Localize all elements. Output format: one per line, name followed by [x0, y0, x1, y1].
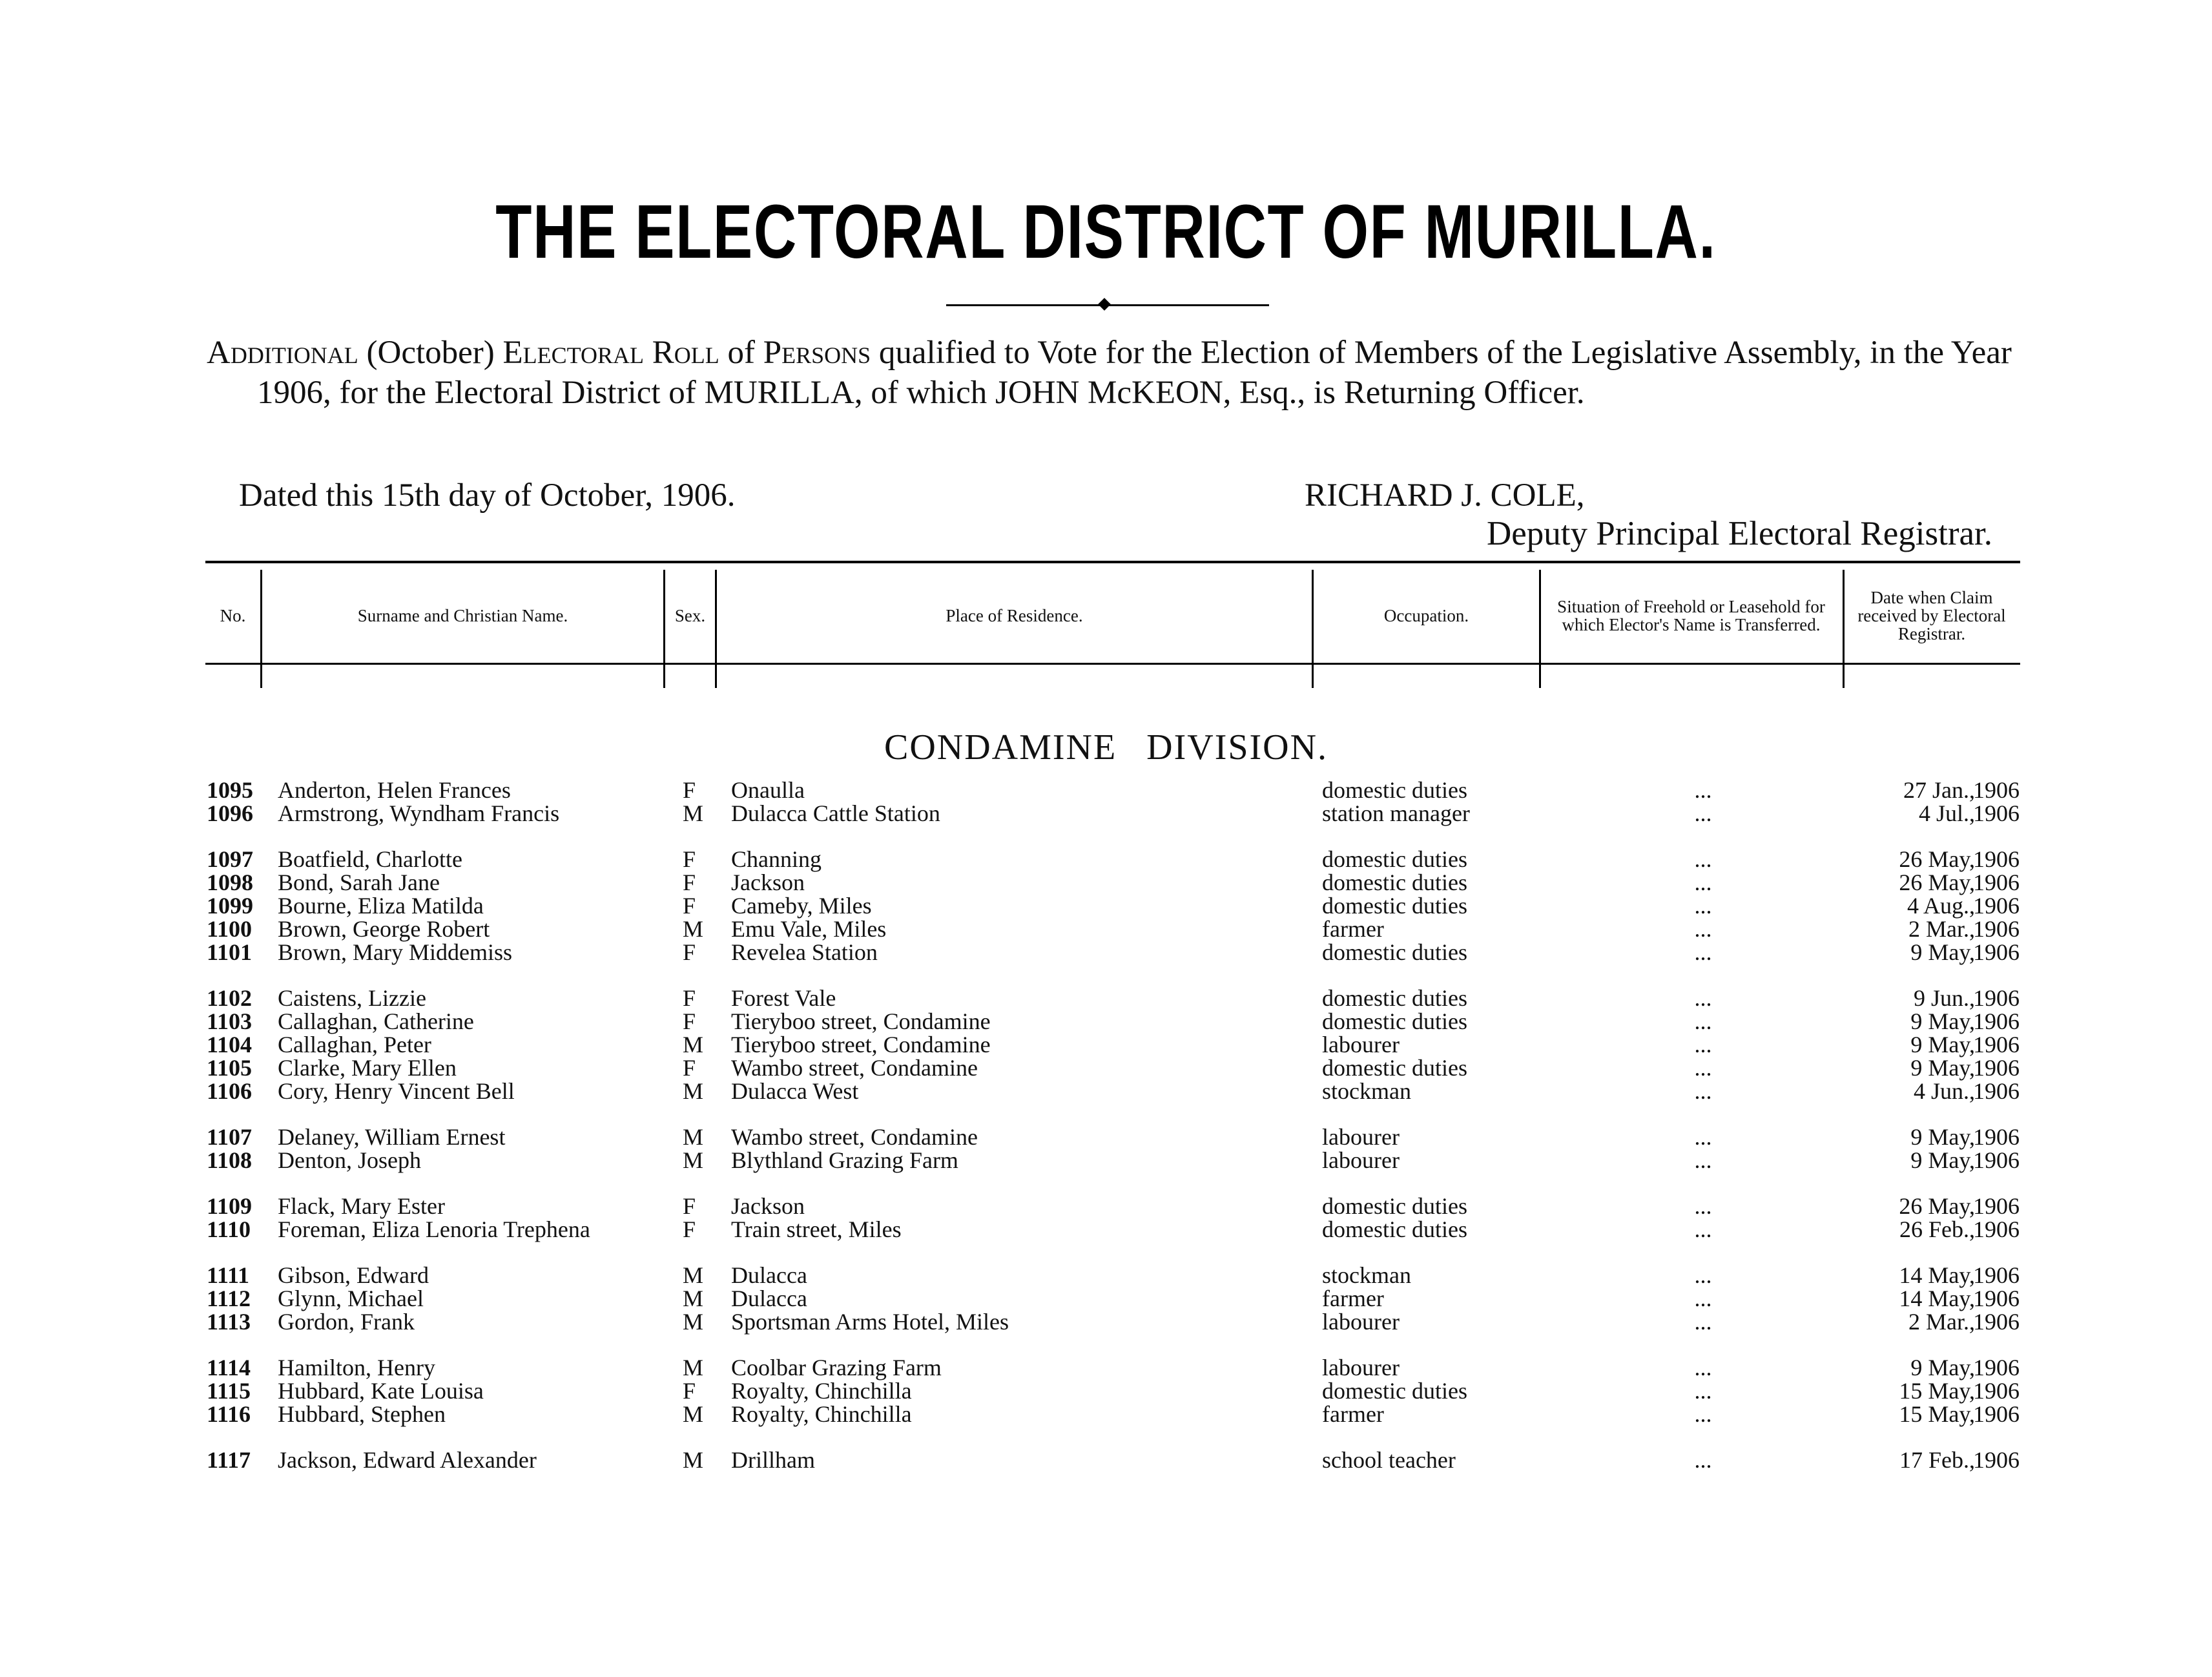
dated-line: Dated this 15th day of October, 1906. [239, 477, 736, 514]
entry-date-received: 15 May, [1899, 1378, 1975, 1404]
entry-date-received: 2 Mar., [1908, 1309, 1975, 1335]
entry-occupation: labourer [1322, 1355, 1400, 1380]
entry-year: 1906 [1973, 893, 2020, 919]
entry-residence: Jackson [731, 1193, 805, 1219]
entry-occupation: labourer [1322, 1147, 1400, 1173]
entry-year: 1906 [1973, 870, 2020, 895]
entry-year: 1906 [1973, 1078, 2020, 1104]
entry-number: 1111 [207, 1262, 250, 1288]
entry-year: 1906 [1973, 1032, 2020, 1057]
entry-residence: Train street, Miles [731, 1216, 902, 1242]
table-row [0, 1010, 2212, 1033]
entry-name: Gibson, Edward [278, 1262, 429, 1288]
entry-situation: ... [1694, 985, 1712, 1011]
entry-sex: F [683, 1055, 696, 1081]
entry-date-received: 26 Feb., [1899, 1216, 1975, 1242]
entry-name: Hubbard, Kate Louisa [278, 1378, 484, 1404]
entry-number: 1095 [207, 777, 253, 803]
entry-occupation: farmer [1322, 916, 1384, 942]
entry-name: Cory, Henry Vincent Bell [278, 1078, 515, 1104]
entry-name: Jackson, Edward Alexander [278, 1447, 537, 1473]
entry-sex: F [683, 1193, 696, 1219]
entry-number: 1114 [207, 1355, 251, 1380]
entry-situation: ... [1694, 1262, 1712, 1288]
entry-name: Callaghan, Catherine [278, 1008, 474, 1034]
table-row [0, 894, 2212, 917]
entry-name: Anderton, Helen Frances [278, 777, 511, 803]
entry-situation: ... [1694, 1216, 1712, 1242]
entry-year: 1906 [1973, 777, 2020, 803]
entry-number: 1113 [207, 1309, 251, 1335]
entry-date-received: 15 May, [1899, 1401, 1975, 1427]
entry-name: Hamilton, Henry [278, 1355, 435, 1380]
entry-occupation: stockman [1322, 1078, 1411, 1104]
entry-year: 1906 [1973, 1216, 2020, 1242]
entry-number: 1117 [207, 1447, 251, 1473]
entry-number: 1101 [207, 939, 253, 965]
entry-name: Brown, Mary Middemiss [278, 939, 512, 965]
entry-date-received: 26 May, [1899, 1193, 1975, 1219]
entry-occupation: labourer [1322, 1124, 1400, 1150]
table-header-rule [205, 663, 2020, 665]
entry-residence: Cameby, Miles [731, 893, 872, 919]
entry-year: 1906 [1973, 1193, 2020, 1219]
entry-sex: M [683, 1262, 704, 1288]
entry-residence: Tieryboo street, Condamine [731, 1008, 991, 1034]
entry-sex: F [683, 893, 696, 919]
entry-number: 1105 [207, 1055, 253, 1081]
entry-number: 1099 [207, 893, 253, 919]
table-row [0, 1448, 2212, 1472]
entry-name: Delaney, William Ernest [278, 1124, 506, 1150]
entry-situation: ... [1694, 800, 1712, 826]
signer-name: RICHARD J. COLE, [1305, 477, 1585, 514]
preamble-part-8: qualified to Vote for the Election of Members of the Legislative Assembly, in the Year 1906, for the Electoral District of MURILLA, of which JOHN McKEON, Esq., is Returning Officer. [257, 335, 2012, 411]
entry-year: 1906 [1973, 1286, 2020, 1311]
entry-sex: F [683, 1008, 696, 1034]
entry-date-received: 4 Jun., [1913, 1078, 1975, 1104]
entry-sex: F [683, 846, 696, 872]
signer-title: Deputy Principal Electoral Registrar. [1487, 515, 1992, 552]
entry-year: 1906 [1973, 1124, 2020, 1150]
entry-date-received: 27 Jan., [1903, 777, 1975, 803]
table-row [0, 1149, 2212, 1172]
header-date-received: Date when Claim received by Electoral Registrar. [1857, 587, 2006, 643]
entry-occupation: station manager [1322, 800, 1470, 826]
entry-residence: Blythland Grazing Farm [731, 1147, 958, 1173]
entry-year: 1906 [1973, 1378, 2020, 1404]
entry-residence: Emu Vale, Miles [731, 916, 887, 942]
entry-number: 1112 [207, 1286, 251, 1311]
entry-year: 1906 [1973, 1309, 2020, 1335]
entry-year: 1906 [1973, 1262, 2020, 1288]
column-divider [1539, 570, 1541, 688]
table-row [0, 1033, 2212, 1056]
entry-date-received: 9 Jun., [1913, 985, 1975, 1011]
entry-sex: M [683, 1078, 704, 1104]
entry-number: 1107 [207, 1124, 253, 1150]
entry-residence: Wambo street, Condamine [731, 1055, 978, 1081]
table-row [0, 1356, 2212, 1379]
column-divider [1843, 570, 1845, 688]
table-row [0, 1287, 2212, 1310]
entry-situation: ... [1694, 1032, 1712, 1057]
entry-number: 1096 [207, 800, 253, 826]
entry-situation: ... [1694, 1124, 1712, 1150]
entry-year: 1906 [1973, 846, 2020, 872]
table-row [0, 1125, 2212, 1149]
entry-sex: M [683, 1309, 704, 1335]
entry-date-received: 17 Feb., [1899, 1447, 1975, 1473]
entry-situation: ... [1694, 893, 1712, 919]
table-row [0, 1079, 2212, 1103]
entry-name: Armstrong, Wyndham Francis [278, 800, 560, 826]
table-row [0, 778, 2212, 802]
entry-occupation: domestic duties [1322, 870, 1467, 895]
entry-number: 1116 [207, 1401, 251, 1427]
entry-year: 1906 [1973, 1055, 2020, 1081]
entry-sex: M [683, 1032, 704, 1057]
entry-residence: Wambo street, Condamine [731, 1124, 978, 1150]
entry-date-received: 26 May, [1899, 846, 1975, 872]
entry-occupation: labourer [1322, 1032, 1400, 1057]
entry-residence: Dulacca Cattle Station [731, 800, 940, 826]
entry-occupation: farmer [1322, 1401, 1384, 1427]
entry-occupation: domestic duties [1322, 1055, 1467, 1081]
entry-date-received: 9 May, [1910, 1032, 1975, 1057]
entry-sex: M [683, 800, 704, 826]
entry-residence: Jackson [731, 870, 805, 895]
division-heading: CONDAMINE DIVISION. [884, 727, 1328, 767]
table-row [0, 1264, 2212, 1287]
entry-sex: F [683, 870, 696, 895]
preamble-lead-3: Electoral [502, 335, 644, 371]
entry-year: 1906 [1973, 1355, 2020, 1380]
entry-situation: ... [1694, 1401, 1712, 1427]
entry-number: 1098 [207, 870, 253, 895]
entry-sex: M [683, 1401, 704, 1427]
entry-sex: F [683, 1378, 696, 1404]
entry-name: Bond, Sarah Jane [278, 870, 440, 895]
entry-occupation: domestic duties [1322, 777, 1467, 803]
table-row [0, 1194, 2212, 1218]
entry-residence: Coolbar Grazing Farm [731, 1355, 942, 1380]
entry-number: 1103 [207, 1008, 253, 1034]
preamble-lead-5: Roll [652, 335, 719, 371]
entry-situation: ... [1694, 1286, 1712, 1311]
entry-occupation: stockman [1322, 1262, 1411, 1288]
entry-situation: ... [1694, 777, 1712, 803]
entry-occupation: domestic duties [1322, 846, 1467, 872]
entry-year: 1906 [1973, 916, 2020, 942]
entry-date-received: 9 May, [1910, 1055, 1975, 1081]
entry-sex: M [683, 1124, 704, 1150]
entry-number: 1106 [207, 1078, 253, 1104]
entry-number: 1102 [207, 985, 253, 1011]
entry-sex: M [683, 1355, 704, 1380]
entry-number: 1108 [207, 1147, 253, 1173]
entry-name: Flack, Mary Ester [278, 1193, 445, 1219]
entry-sex: M [683, 1447, 704, 1473]
header-name: Surname and Christian Name. [357, 605, 568, 625]
entry-residence: Dulacca [731, 1286, 807, 1311]
entry-residence: Revelea Station [731, 939, 878, 965]
entry-year: 1906 [1973, 1147, 2020, 1173]
entry-occupation: farmer [1322, 1286, 1384, 1311]
ornament-diamond [1098, 298, 1111, 311]
table-row [0, 1379, 2212, 1402]
entry-occupation: domestic duties [1322, 1378, 1467, 1404]
roll-preamble [207, 333, 2043, 413]
header-occupation: Occupation. [1383, 605, 1469, 625]
entry-situation: ... [1694, 1447, 1712, 1473]
table-row [0, 941, 2212, 964]
preamble-part-6: of [719, 335, 763, 371]
entry-date-received: 9 May, [1910, 1355, 1975, 1380]
header-situation: Situation of Freehold or Leasehold for which Elector's Name is Transferred. [1557, 596, 1825, 634]
entry-year: 1906 [1973, 1401, 2020, 1427]
entry-residence: Dulacca West [731, 1078, 859, 1104]
preamble-lead-1: Additional [207, 335, 358, 371]
entry-situation: ... [1694, 1309, 1712, 1335]
entry-occupation: domestic duties [1322, 1193, 1467, 1219]
entry-number: 1109 [207, 1193, 253, 1219]
entry-situation: ... [1694, 939, 1712, 965]
entry-date-received: 4 Jul., [1918, 800, 1975, 826]
entry-name: Gordon, Frank [278, 1309, 415, 1335]
entry-situation: ... [1694, 1078, 1712, 1104]
entry-situation: ... [1694, 1193, 1712, 1219]
entry-residence: Forest Vale [731, 985, 836, 1011]
entry-sex: F [683, 939, 696, 965]
entry-situation: ... [1694, 1147, 1712, 1173]
entry-date-received: 4 Aug., [1907, 893, 1975, 919]
entry-situation: ... [1694, 870, 1712, 895]
entry-number: 1110 [207, 1216, 251, 1242]
entry-number: 1100 [207, 916, 253, 942]
entry-name: Hubbard, Stephen [278, 1401, 446, 1427]
entry-sex: F [683, 1216, 696, 1242]
table-row [0, 871, 2212, 894]
entry-year: 1906 [1973, 800, 2020, 826]
header-no: No. [220, 605, 246, 625]
page-title: THE ELECTORAL DISTRICT OF MURILLA. [495, 189, 1717, 275]
header-sex: Sex. [674, 605, 706, 625]
entry-situation: ... [1694, 1055, 1712, 1081]
entry-occupation: domestic duties [1322, 939, 1467, 965]
entry-name: Bourne, Eliza Matilda [278, 893, 484, 919]
table-row [0, 1056, 2212, 1079]
entry-residence: Dulacca [731, 1262, 807, 1288]
preamble-part-4 [644, 335, 652, 371]
entry-residence: Tieryboo street, Condamine [731, 1032, 991, 1057]
entry-situation: ... [1694, 1378, 1712, 1404]
entry-residence: Channing [731, 846, 822, 872]
entry-year: 1906 [1973, 1447, 2020, 1473]
entry-residence: Onaulla [731, 777, 805, 803]
entry-occupation: labourer [1322, 1309, 1400, 1335]
entry-date-received: 14 May, [1899, 1286, 1975, 1311]
entry-situation: ... [1694, 846, 1712, 872]
entry-sex: M [683, 1147, 704, 1173]
table-row [0, 1218, 2212, 1241]
table-row [0, 802, 2212, 825]
entry-date-received: 14 May, [1899, 1262, 1975, 1288]
entry-number: 1104 [207, 1032, 253, 1057]
entry-year: 1906 [1973, 939, 2020, 965]
table-row [0, 917, 2212, 941]
entry-number: 1115 [207, 1378, 251, 1404]
entry-situation: ... [1694, 1355, 1712, 1380]
table-row [0, 986, 2212, 1010]
preamble-part-2: (October) [358, 335, 503, 371]
entry-name: Boatfield, Charlotte [278, 846, 462, 872]
entry-name: Glynn, Michael [278, 1286, 424, 1311]
table-row [0, 1310, 2212, 1333]
entry-name: Denton, Joseph [278, 1147, 421, 1173]
entry-sex: F [683, 777, 696, 803]
entry-name: Caistens, Lizzie [278, 985, 426, 1011]
entry-name: Brown, George Robert [278, 916, 490, 942]
entry-sex: M [683, 1286, 704, 1311]
header-residence: Place of Residence. [946, 605, 1083, 625]
entry-sex: F [683, 985, 696, 1011]
entry-situation: ... [1694, 916, 1712, 942]
entry-date-received: 9 May, [1910, 1147, 1975, 1173]
entry-year: 1906 [1973, 1008, 2020, 1034]
entry-name: Clarke, Mary Ellen [278, 1055, 457, 1081]
entry-occupation: domestic duties [1322, 985, 1467, 1011]
entry-occupation: school teacher [1322, 1447, 1456, 1473]
table-row [0, 848, 2212, 871]
entry-year: 1906 [1973, 985, 2020, 1011]
preamble-lead-7: Persons [763, 335, 871, 371]
entry-residence: Royalty, Chinchilla [731, 1401, 912, 1427]
entry-date-received: 9 May, [1910, 1008, 1975, 1034]
entry-occupation: domestic duties [1322, 1008, 1467, 1034]
entry-name: Callaghan, Peter [278, 1032, 431, 1057]
entry-date-received: 9 May, [1910, 1124, 1975, 1150]
entry-name: Foreman, Eliza Lenoria Trephena [278, 1216, 590, 1242]
table-top-rule [205, 561, 2020, 563]
entry-residence: Drillham [731, 1447, 815, 1473]
entry-number: 1097 [207, 846, 253, 872]
entry-date-received: 26 May, [1899, 870, 1975, 895]
entry-date-received: 9 May, [1910, 939, 1975, 965]
entry-date-received: 2 Mar., [1908, 916, 1975, 942]
table-row [0, 1402, 2212, 1426]
entry-sex: M [683, 916, 704, 942]
title-ornament-rule [946, 303, 1269, 307]
entry-residence: Royalty, Chinchilla [731, 1378, 912, 1404]
entry-occupation: domestic duties [1322, 893, 1467, 919]
entry-residence: Sportsman Arms Hotel, Miles [731, 1309, 1009, 1335]
entry-occupation: domestic duties [1322, 1216, 1467, 1242]
entry-situation: ... [1694, 1008, 1712, 1034]
